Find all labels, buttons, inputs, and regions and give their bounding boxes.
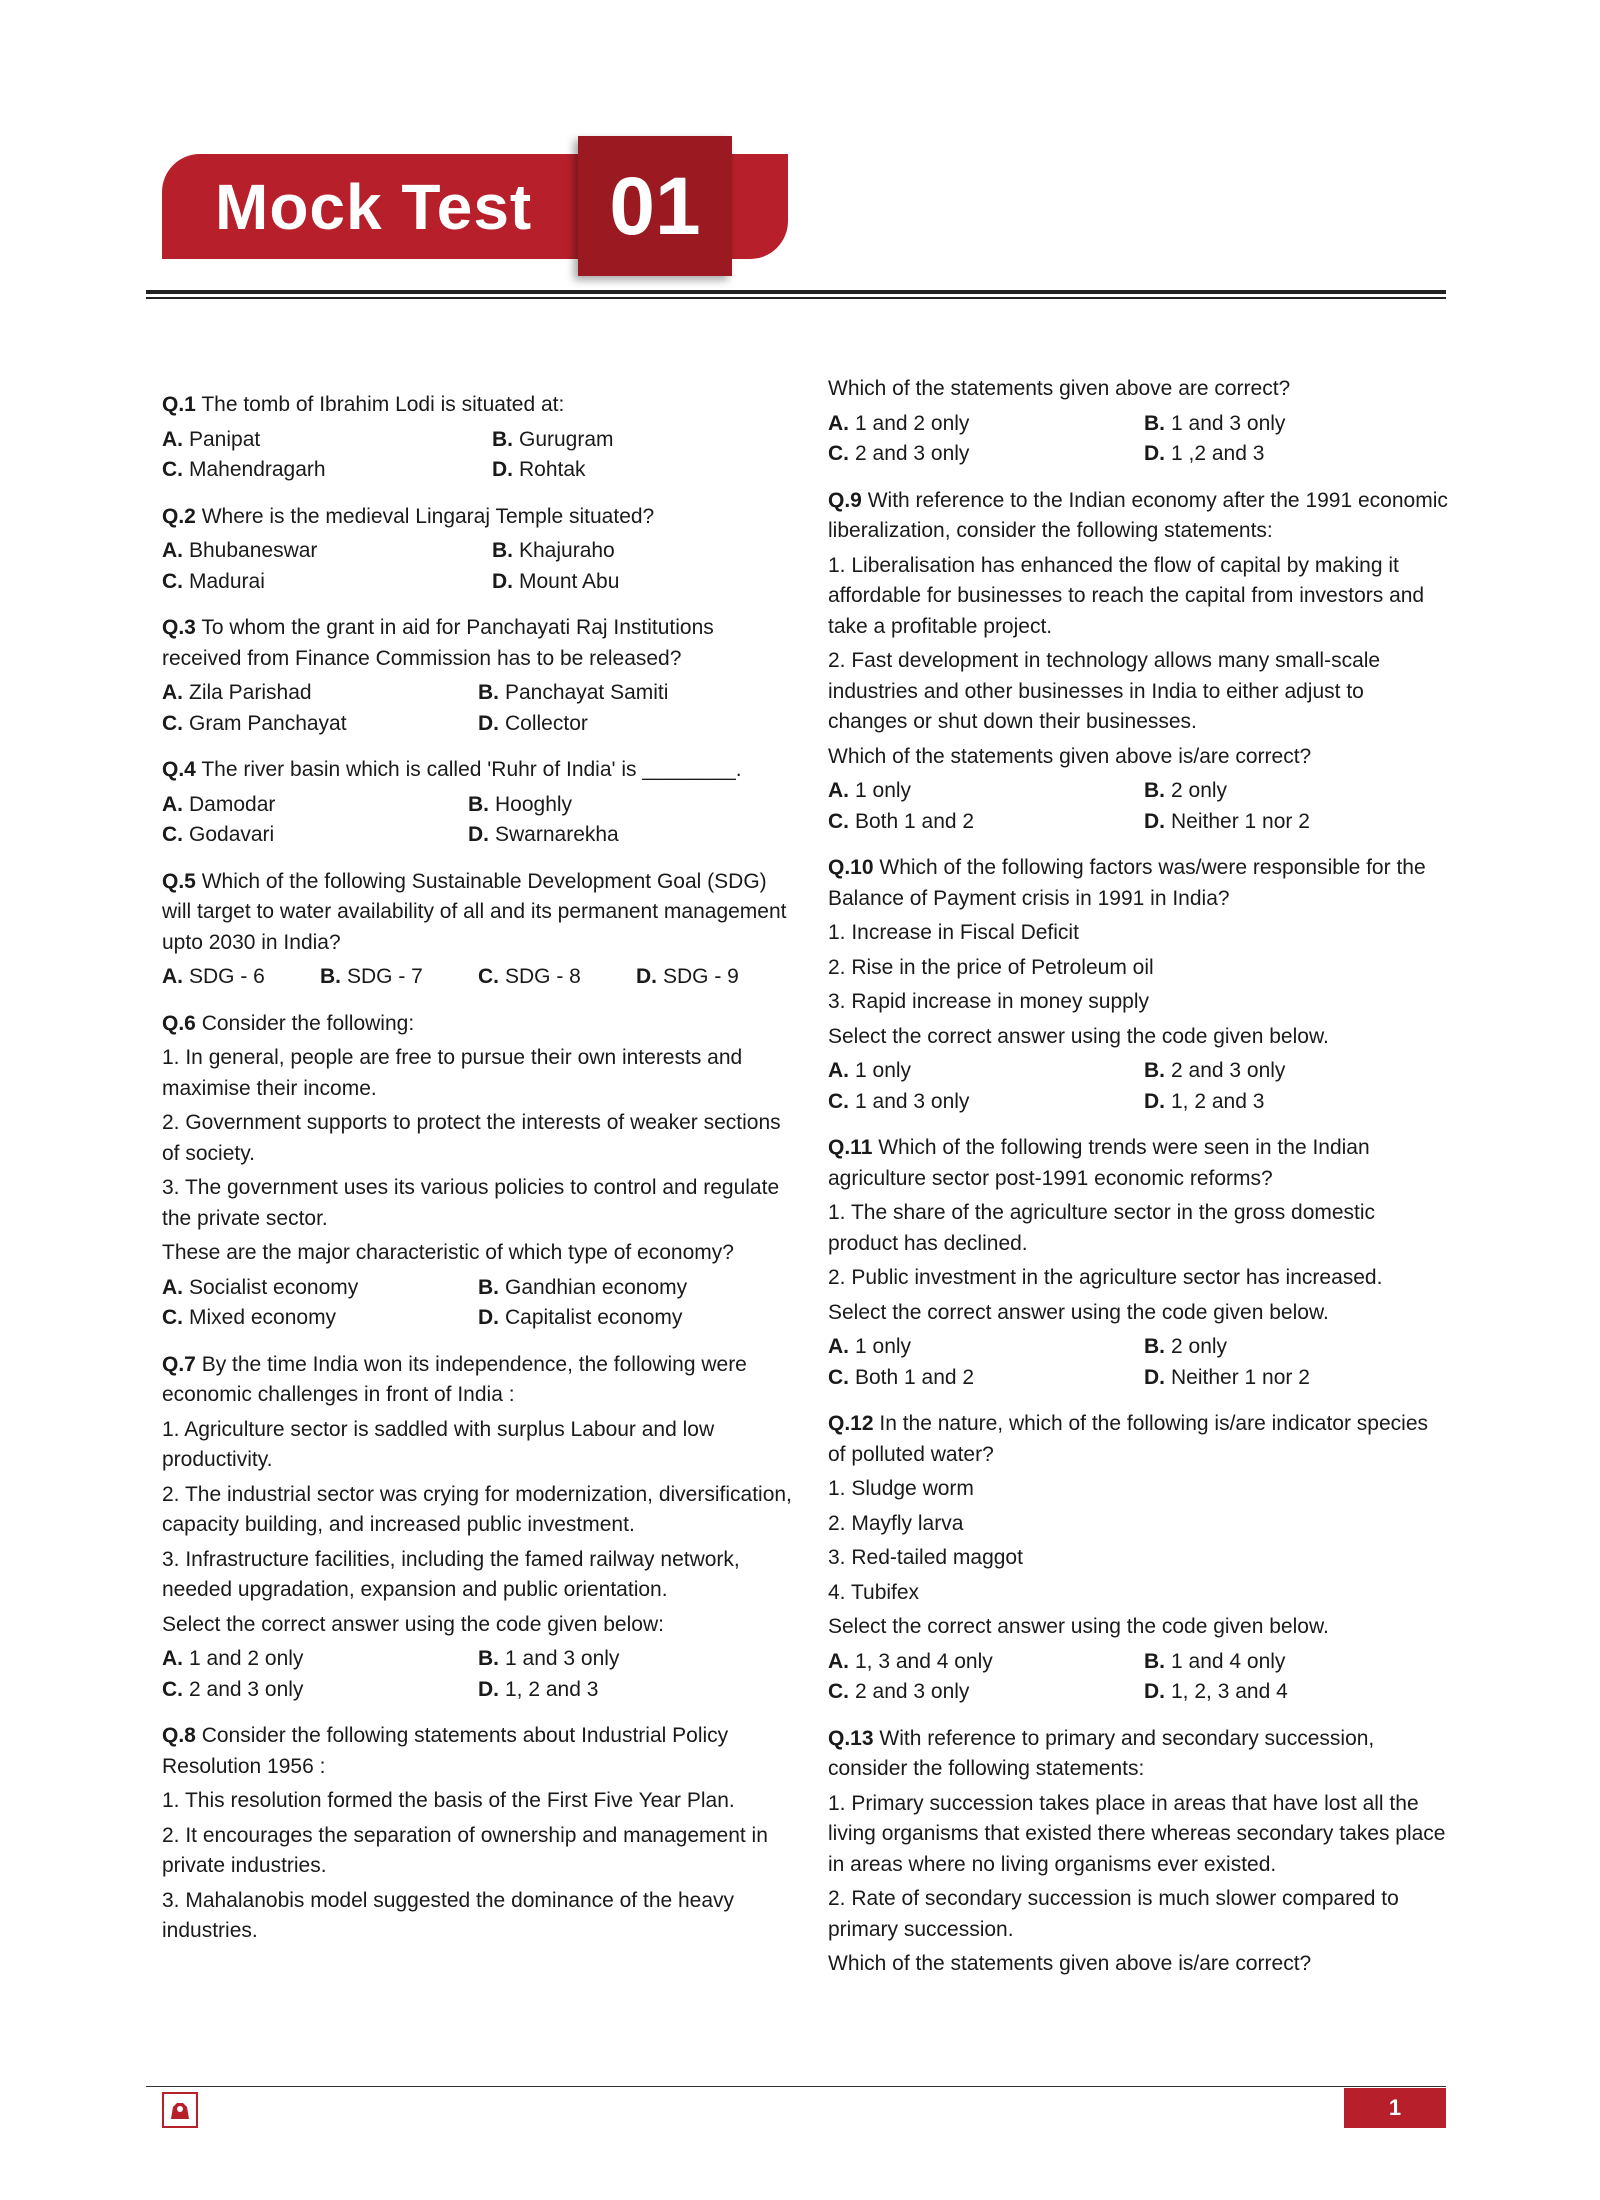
question-stem: Which of the following Sustainable Development Goal (SDG) will target to water availability of all and its permanent management upto 2030 in India? <box>162 869 787 954</box>
option-text: 1 and 2 only <box>189 1647 304 1670</box>
question-number: Q.10 <box>828 856 874 879</box>
question-stem: Consider the following: <box>201 1011 415 1035</box>
option-text: 1, 2 and 3 <box>1171 1089 1265 1113</box>
question-statement: 3. Rapid increase in money supply <box>828 990 1150 1013</box>
question-number: Q.5 <box>162 869 196 893</box>
option-text: Damodar <box>189 792 276 816</box>
option-text: Capitalist economy <box>505 1306 683 1329</box>
answer-option <box>828 1677 1144 1708</box>
question-text <box>828 1724 1448 1785</box>
footer-rule <box>146 2086 1446 2087</box>
question-text <box>162 867 794 959</box>
answer-options <box>828 1647 1448 1708</box>
answer-options <box>162 1644 794 1705</box>
question-number: Q.3 <box>162 616 196 639</box>
page-number: 1 <box>1344 2088 1446 2128</box>
question-statement: 1. Sludge worm <box>828 1477 974 1500</box>
question-statement: 3. Infrastructure facilities, including the famed railway network, needed upgradation, expansion and public orientation. <box>162 1547 740 1601</box>
question-text <box>162 1721 794 1782</box>
answer-option <box>162 820 468 851</box>
option-text: Bhubaneswar <box>189 539 318 562</box>
option-letter: A. <box>162 427 183 451</box>
question-stem: Which of the following factors was/were responsible for the Balance of Payment crisis in 1991 in India? <box>828 856 1426 910</box>
question-statement: Which of the statements given above is/are correct? <box>828 744 1312 768</box>
option-text: SDG - 8 <box>505 965 581 988</box>
option-letter: C. <box>828 1365 849 1389</box>
question-statement: 2. Government supports to protect the interests of weaker sections of society. <box>162 1111 781 1165</box>
answer-option <box>162 425 492 456</box>
option-text: Mahendragarh <box>189 458 326 481</box>
answer-options <box>828 1056 1448 1117</box>
header-rule <box>146 290 1446 294</box>
answer-option <box>1144 1647 1448 1678</box>
question-text <box>162 755 794 786</box>
question-block <box>828 1409 1448 1708</box>
option-letter: B. <box>492 427 513 451</box>
question-statement: 4. Tubifex <box>828 1580 920 1604</box>
option-letter: B. <box>478 1647 499 1670</box>
option-letter: A. <box>828 779 849 802</box>
option-text: 1, 2 and 3 <box>505 1677 599 1701</box>
question-stem: By the time India won its independence, the following were economic challenges in front of India : <box>162 1352 747 1406</box>
answer-option <box>162 709 478 740</box>
option-letter: C. <box>162 823 183 846</box>
question-statement: 2. The industrial sector was crying for modernization, diversification, capacity building, and increased public investment. <box>162 1482 792 1536</box>
question-block <box>162 390 794 486</box>
question-block <box>828 374 1448 470</box>
answer-option <box>636 962 794 993</box>
question-number: Q.12 <box>828 1412 874 1435</box>
answer-option <box>828 1363 1144 1394</box>
option-letter: A. <box>162 1275 183 1299</box>
answer-option <box>478 1675 794 1706</box>
question-text <box>162 390 794 421</box>
answer-option <box>1144 1332 1448 1363</box>
option-letter: A. <box>162 792 183 816</box>
option-letter: B. <box>1144 411 1165 435</box>
question-stem: With reference to the Indian economy after the 1991 economic liberalization, consider the following statements: <box>828 488 1448 542</box>
option-letter: A. <box>162 1647 183 1670</box>
answer-option <box>492 425 794 456</box>
question-statement: 2. Mayfly larva <box>828 1511 964 1535</box>
option-text: 2 and 3 only <box>855 1680 970 1703</box>
question-statement: 1. Primary succession takes place in areas that have lost all the living organisms that existed there whereas secondary takes place in areas where no living organisms ever existed. <box>828 1791 1446 1876</box>
question-stem: The river basin which is called 'Ruhr of India' is ________. <box>201 758 742 781</box>
option-text: SDG - 6 <box>189 965 265 988</box>
answer-option <box>492 567 794 598</box>
answer-options <box>828 1332 1448 1393</box>
option-text: Hooghly <box>495 792 573 816</box>
answer-option <box>478 1273 794 1304</box>
answer-option <box>1144 1363 1448 1394</box>
question-number: Q.2 <box>162 504 196 528</box>
question-statement: Which of the statements given above are correct? <box>828 377 1291 400</box>
option-text: Godavari <box>189 823 275 846</box>
option-text: Panchayat Samiti <box>505 681 669 704</box>
option-text: 1 and 3 only <box>1171 411 1286 435</box>
option-letter: D. <box>492 569 513 593</box>
question-block <box>828 486 1448 838</box>
option-text: Mount Abu <box>519 569 620 593</box>
option-text: 2 and 3 only <box>189 1677 304 1701</box>
answer-option <box>1144 776 1448 807</box>
option-letter: C. <box>828 442 849 465</box>
question-statement: Select the correct answer using the code given below. <box>828 1024 1329 1048</box>
option-text: 1 and 4 only <box>1171 1649 1286 1673</box>
option-text: Socialist economy <box>189 1275 359 1299</box>
answer-option <box>162 536 492 567</box>
option-text: 1 only <box>855 779 912 802</box>
question-number: Q.7 <box>162 1352 196 1376</box>
question-stem: With reference to primary and secondary succession, consider the following statements: <box>828 1726 1375 1780</box>
answer-option <box>828 1087 1144 1118</box>
option-letter: D. <box>1144 1089 1165 1113</box>
answer-option <box>1144 439 1448 470</box>
option-text: 2 only <box>1171 1335 1228 1358</box>
option-letter: B. <box>320 965 341 988</box>
option-letter: A. <box>162 681 183 704</box>
answer-option <box>162 790 468 821</box>
question-block <box>162 867 794 993</box>
answer-option <box>162 1273 478 1304</box>
question-block <box>162 1009 794 1334</box>
option-text: Madurai <box>189 569 265 593</box>
option-text: 2 and 3 only <box>1171 1059 1286 1082</box>
question-stem: Which of the following trends were seen in the Indian agriculture sector post-1991 economic reforms? <box>828 1136 1370 1190</box>
option-letter: A. <box>828 1335 849 1358</box>
option-letter: B. <box>478 681 499 704</box>
question-number: Q.1 <box>162 393 196 416</box>
option-letter: D. <box>492 458 513 481</box>
question-statement: 3. Mahalanobis model suggested the dominance of the heavy industries. <box>162 1888 735 1942</box>
question-statement: 1. Agriculture sector is saddled with surplus Labour and low productivity. <box>162 1417 715 1471</box>
question-block <box>162 502 794 598</box>
question-statement: 2. Fast development in technology allows many small-scale industries and other businesses in India to either adjust to changes or shut down their businesses. <box>828 649 1381 733</box>
answer-option <box>1144 1087 1448 1118</box>
question-text <box>162 1350 794 1411</box>
answer-option <box>492 455 794 486</box>
option-letter: D. <box>636 965 657 988</box>
option-text: Both 1 and 2 <box>855 809 975 833</box>
answer-option <box>162 567 492 598</box>
answer-options <box>828 409 1448 470</box>
question-statement: Select the correct answer using the code given below. <box>828 1300 1329 1324</box>
question-stem: Consider the following statements about Industrial Policy Resolution 1956 : <box>162 1724 729 1778</box>
question-text <box>828 1409 1448 1470</box>
option-text: Gurugram <box>519 427 614 451</box>
question-statement: These are the major characteristic of which type of economy? <box>162 1241 734 1264</box>
question-statement: 2. Public investment in the agriculture sector has increased. <box>828 1266 1383 1289</box>
answer-option <box>1144 1056 1448 1087</box>
option-text: Both 1 and 2 <box>855 1365 975 1389</box>
header-rule-thin <box>146 297 1446 299</box>
option-text: 2 and 3 only <box>855 442 970 465</box>
answer-option <box>162 962 320 993</box>
answer-option <box>492 536 794 567</box>
question-statement: 3. The government uses its various policies to control and regulate the private sector. <box>162 1176 780 1230</box>
option-letter: C. <box>162 458 183 481</box>
option-letter: B. <box>1144 1335 1165 1358</box>
question-text <box>162 1009 794 1040</box>
option-letter: D. <box>478 1306 499 1329</box>
question-block <box>162 755 794 851</box>
question-number: Q.6 <box>162 1011 196 1035</box>
option-text: Panipat <box>189 427 261 451</box>
answer-options <box>162 536 794 597</box>
option-letter: D. <box>1144 442 1165 465</box>
answer-option <box>828 439 1144 470</box>
option-letter: C. <box>828 1680 849 1703</box>
option-text: Swarnarekha <box>495 823 619 846</box>
option-text: 1 and 3 only <box>855 1089 970 1113</box>
option-letter: A. <box>828 1059 849 1082</box>
answer-options <box>162 425 794 486</box>
option-letter: D. <box>1144 809 1165 833</box>
question-stem: To whom the grant in aid for Panchayati Raj Institutions received from Finance Commission has to be released? <box>162 616 714 670</box>
option-letter: B. <box>1144 1649 1165 1673</box>
option-text: Mixed economy <box>189 1306 337 1329</box>
option-text: Gandhian economy <box>505 1275 688 1299</box>
answer-option <box>468 790 794 821</box>
answer-option <box>828 1332 1144 1363</box>
option-text: 2 only <box>1171 779 1228 802</box>
answer-option <box>828 1056 1144 1087</box>
option-text: SDG - 7 <box>347 965 423 988</box>
answer-option <box>828 1647 1144 1678</box>
answer-option <box>478 678 794 709</box>
question-stem: Where is the medieval Lingaraj Temple situated? <box>201 504 655 528</box>
page-title: Mock Test <box>215 171 533 243</box>
answer-option <box>162 455 492 486</box>
answer-options <box>162 1273 794 1334</box>
option-text: Khajuraho <box>519 539 615 562</box>
question-block <box>162 613 794 739</box>
option-text: 1 ,2 and 3 <box>1171 442 1265 465</box>
option-letter: C. <box>162 569 183 593</box>
question-text <box>828 1133 1448 1194</box>
option-text: 1 only <box>855 1335 912 1358</box>
question-block <box>162 1721 794 1947</box>
question-statement: 2. Rise in the price of Petroleum oil <box>828 955 1154 979</box>
option-text: 1, 2, 3 and 4 <box>1171 1680 1288 1703</box>
question-stem: In the nature, which of the following is/are indicator species of polluted water? <box>828 1412 1429 1466</box>
answer-option <box>478 962 636 993</box>
option-letter: B. <box>1144 1059 1165 1082</box>
answer-option <box>162 678 478 709</box>
question-statement: 1. Increase in Fiscal Deficit <box>828 921 1079 944</box>
question-statement: Select the correct answer using the code given below. <box>828 1615 1329 1638</box>
option-text: Gram Panchayat <box>189 711 347 735</box>
answer-options <box>162 962 794 993</box>
question-statement: 3. Red-tailed maggot <box>828 1546 1023 1569</box>
option-letter: B. <box>468 792 489 816</box>
option-letter: D. <box>478 711 499 735</box>
option-text: Neither 1 nor 2 <box>1171 1365 1310 1389</box>
question-statement: Which of the statements given above is/are correct? <box>828 1952 1312 1975</box>
question-statement: 2. It encourages the separation of ownership and management in private industries. <box>162 1823 768 1877</box>
answer-options <box>828 776 1448 837</box>
option-letter: D. <box>1144 1365 1165 1389</box>
question-text <box>828 486 1448 547</box>
question-number: Q.8 <box>162 1724 196 1747</box>
answer-option <box>828 409 1144 440</box>
question-statement: Select the correct answer using the code given below: <box>162 1612 664 1636</box>
question-block <box>162 1350 794 1706</box>
question-number: Q.13 <box>828 1726 874 1750</box>
option-letter: C. <box>162 1677 183 1701</box>
option-text: Collector <box>505 711 588 735</box>
question-number: Q.11 <box>828 1136 873 1159</box>
option-letter: C. <box>478 965 499 988</box>
question-block <box>828 853 1448 1117</box>
option-letter: A. <box>828 411 849 435</box>
answer-option <box>478 1644 794 1675</box>
option-text: Neither 1 nor 2 <box>1171 809 1310 833</box>
option-letter: A. <box>162 965 183 988</box>
option-text: 1 and 3 only <box>505 1647 620 1670</box>
option-text: Zila Parishad <box>189 681 312 704</box>
answer-option <box>162 1644 478 1675</box>
option-text: 1 only <box>855 1059 912 1082</box>
option-letter: B. <box>492 539 513 562</box>
option-text: Rohtak <box>519 458 586 481</box>
option-letter: C. <box>828 1089 849 1113</box>
question-statement: 1. This resolution formed the basis of the First Five Year Plan. <box>162 1789 735 1812</box>
publisher-logo-icon <box>162 2092 198 2128</box>
question-number: Q.9 <box>828 488 862 512</box>
test-number: 01 <box>609 161 701 252</box>
option-letter: C. <box>162 1306 183 1329</box>
question-statement: 1. Liberalisation has enhanced the flow of capital by making it affordable for businesses to reach the capital from investors and take a profitable project. <box>828 553 1425 638</box>
answer-option <box>828 776 1144 807</box>
question-text <box>162 502 794 533</box>
option-text: 1 and 2 only <box>855 411 970 435</box>
answer-option <box>162 1303 478 1334</box>
question-text <box>162 613 794 674</box>
option-letter: D. <box>1144 1680 1165 1703</box>
question-text <box>828 853 1448 914</box>
option-letter: D. <box>468 823 489 846</box>
right-column <box>828 374 1448 1996</box>
answer-option <box>468 820 794 851</box>
option-text: 1, 3 and 4 only <box>855 1649 993 1673</box>
option-letter: C. <box>828 809 849 833</box>
answer-options <box>162 678 794 739</box>
option-letter: A. <box>828 1649 849 1673</box>
answer-option <box>1144 807 1448 838</box>
answer-option <box>1144 1677 1448 1708</box>
question-statement: 1. In general, people are free to pursue their own interests and maximise their income. <box>162 1046 743 1100</box>
question-block <box>828 1133 1448 1393</box>
option-letter: D. <box>478 1677 499 1701</box>
question-statement: 1. The share of the agriculture sector in the gross domestic product has declined. <box>828 1201 1376 1255</box>
question-statement: 2. Rate of secondary succession is much slower compared to primary succession. <box>828 1887 1399 1941</box>
left-column <box>162 390 794 1963</box>
answer-option <box>478 1303 794 1334</box>
option-text: SDG - 9 <box>663 965 739 988</box>
answer-option <box>320 962 478 993</box>
option-letter: A. <box>162 539 183 562</box>
question-number: Q.4 <box>162 758 196 781</box>
answer-option <box>828 807 1144 838</box>
answer-options <box>162 790 794 851</box>
option-letter: C. <box>162 711 183 735</box>
answer-option <box>478 709 794 740</box>
answer-option <box>1144 409 1448 440</box>
answer-option <box>162 1675 478 1706</box>
question-block <box>828 1724 1448 1980</box>
option-letter: B. <box>478 1275 499 1299</box>
question-stem: The tomb of Ibrahim Lodi is situated at: <box>201 393 565 416</box>
option-letter: B. <box>1144 779 1165 802</box>
